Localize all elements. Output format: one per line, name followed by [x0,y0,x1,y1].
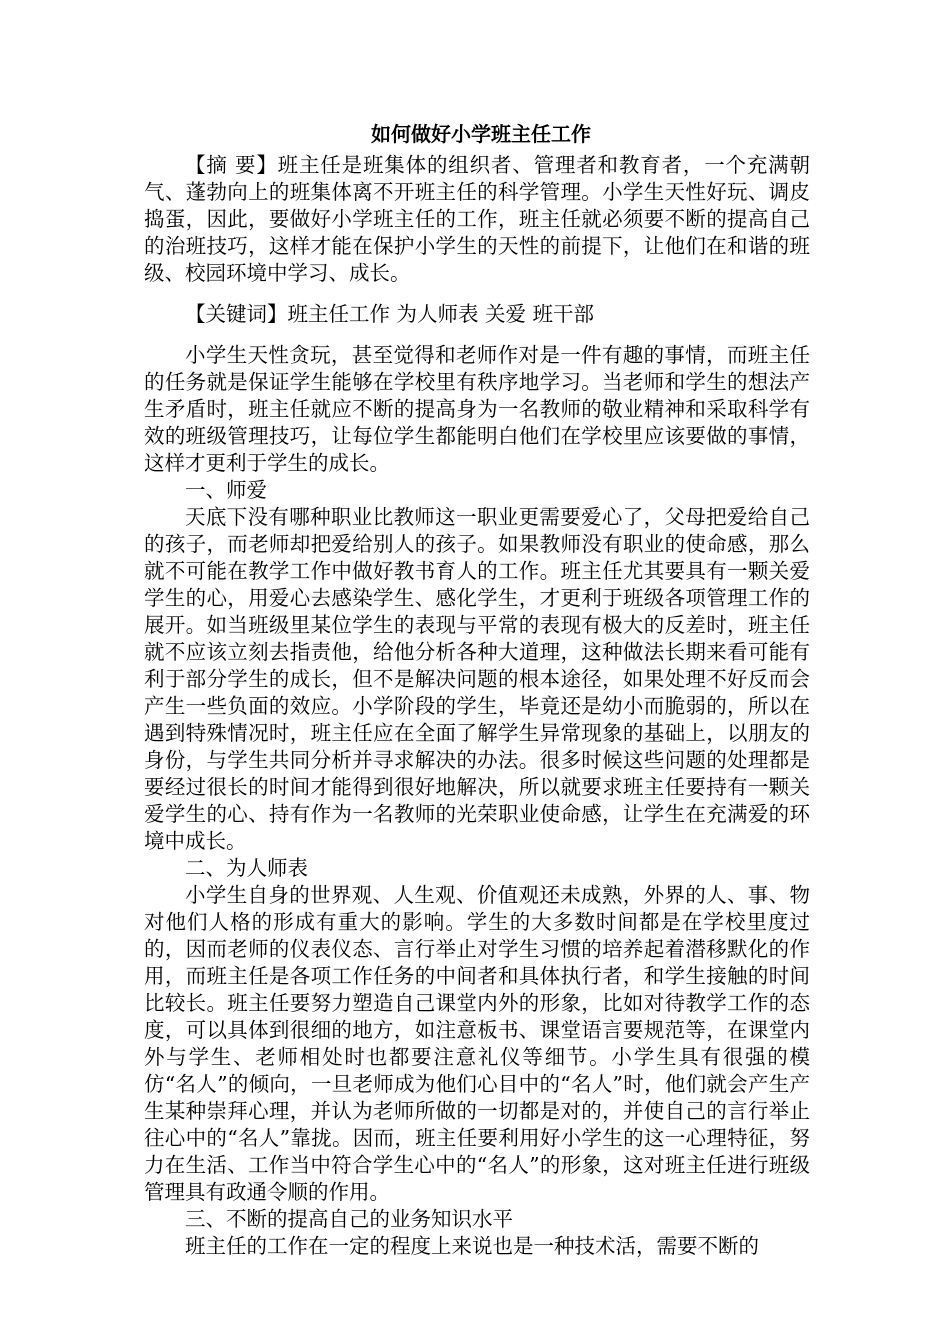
section-body: 班主任的工作在一定的程度上来说也是一种技术活，需要不断的 [185,1234,759,1258]
section-heading: 二、为人师表 [185,856,308,880]
keywords-line: 【关键词】班主任工作 为人师表 关爱 班干部 [185,302,595,326]
section-3 [144,1206,810,1260]
section-body: 天底下没有哪种职业比教师这一职业更需要爱心了，父母把爱给自己的孩子，而老师却把爱给别人的孩子。如果教师没有职业的使命感，那么就不可能在教学工作中做好教书育人的工作。班主任尤其要具有一颗关爱学生的心，用爱心去感染学生、感化学生，才更利于班级各项管理工作的展开。如当班级里某位学生的表现与平常的表现有极大的反差时，班主任就不应该立刻去指责他，给他分析各种大道理，这种做法长期来看可能有利于部分学生的成长，但不是解决问题的根本途径，如果处理不好反而会产生一些负面的效应。小学阶段的学生，毕竟还是幼小而脆弱的，所以在遇到特殊情况时，班主任应在全面了解学生异常现象的基础上，以朋友的身份，与学生共同分析并寻求解决的办法。很多时候这些问题的处理都是要经过很长的时间才能得到很好地解决，所以就要求班主任要持有一颗关爱学生的心、持有作为一名教师的光荣职业使命感，让学生在充满爱的环境中成长。 [144,505,810,853]
abstract-paragraph: 【摘 要】班主任是班集体的组织者、管理者和教育者，一个充满朝气、蓬勃向上的班集体离不开班主任的科学管理。小学生天性好玩、调皮捣蛋，因此，要做好小学班主任的工作，班主任就必须要不断的提高自己的治班技巧，这样才能在保护小学生的天性的前提下，让他们在和谐的班级、校园环境中学习、成长。 [144,153,810,285]
document-title: 如何做好小学班主任工作 [371,122,591,146]
document-page [144,118,810,1260]
section-heading: 一、师爱 [185,478,267,502]
intro-paragraph: 小学生天性贪玩，甚至觉得和老师作对是一件有趣的事情，而班主任的任务就是保证学生能够在学校里有秩序地学习。当老师和学生的想法产生矛盾时，班主任就应不断的提高身为一名教师的敬业精神和采取科学有效的班级管理技巧，让每位学生都能明白他们在学校里应该要做的事情，这样才更利于学生的成长。 [144,343,810,475]
section-1 [144,477,810,855]
section-body: 小学生自身的世界观、人生观、价值观还未成熟，外界的人、事、物对他们人格的形成有重大的影响。学生的大多数时间都是在学校里度过的，因而老师的仪表仪态、言行举止对学生习惯的培养起着潜移默化的作用，而班主任是各项工作任务的中间者和具体执行者，和学生接触的时间比较长。班主任要努力塑造自己课堂内外的形象，比如对待教学工作的态度，可以具体到很细的地方，如注意板书、课堂语言要规范等，在课堂内外与学生、老师相处时也都要注意礼仪等细节。小学生具有很强的模仿“名人”的倾向，一旦老师成为他们心目中的“名人”时，他们就会产生产生某种崇拜心理，并认为老师所做的一切都是对的，并使自己的言行举止往心中的“名人”靠拢。因而，班主任要利用好小学生的这一心理特征，努力在生活、工作当中符合学生心中的“名人”的形象，这对班主任进行班级管理具有政通令顺的作用。 [144,883,810,1204]
section-heading: 三、不断的提高自己的业务知识水平 [185,1207,513,1231]
section-2 [144,855,810,1206]
